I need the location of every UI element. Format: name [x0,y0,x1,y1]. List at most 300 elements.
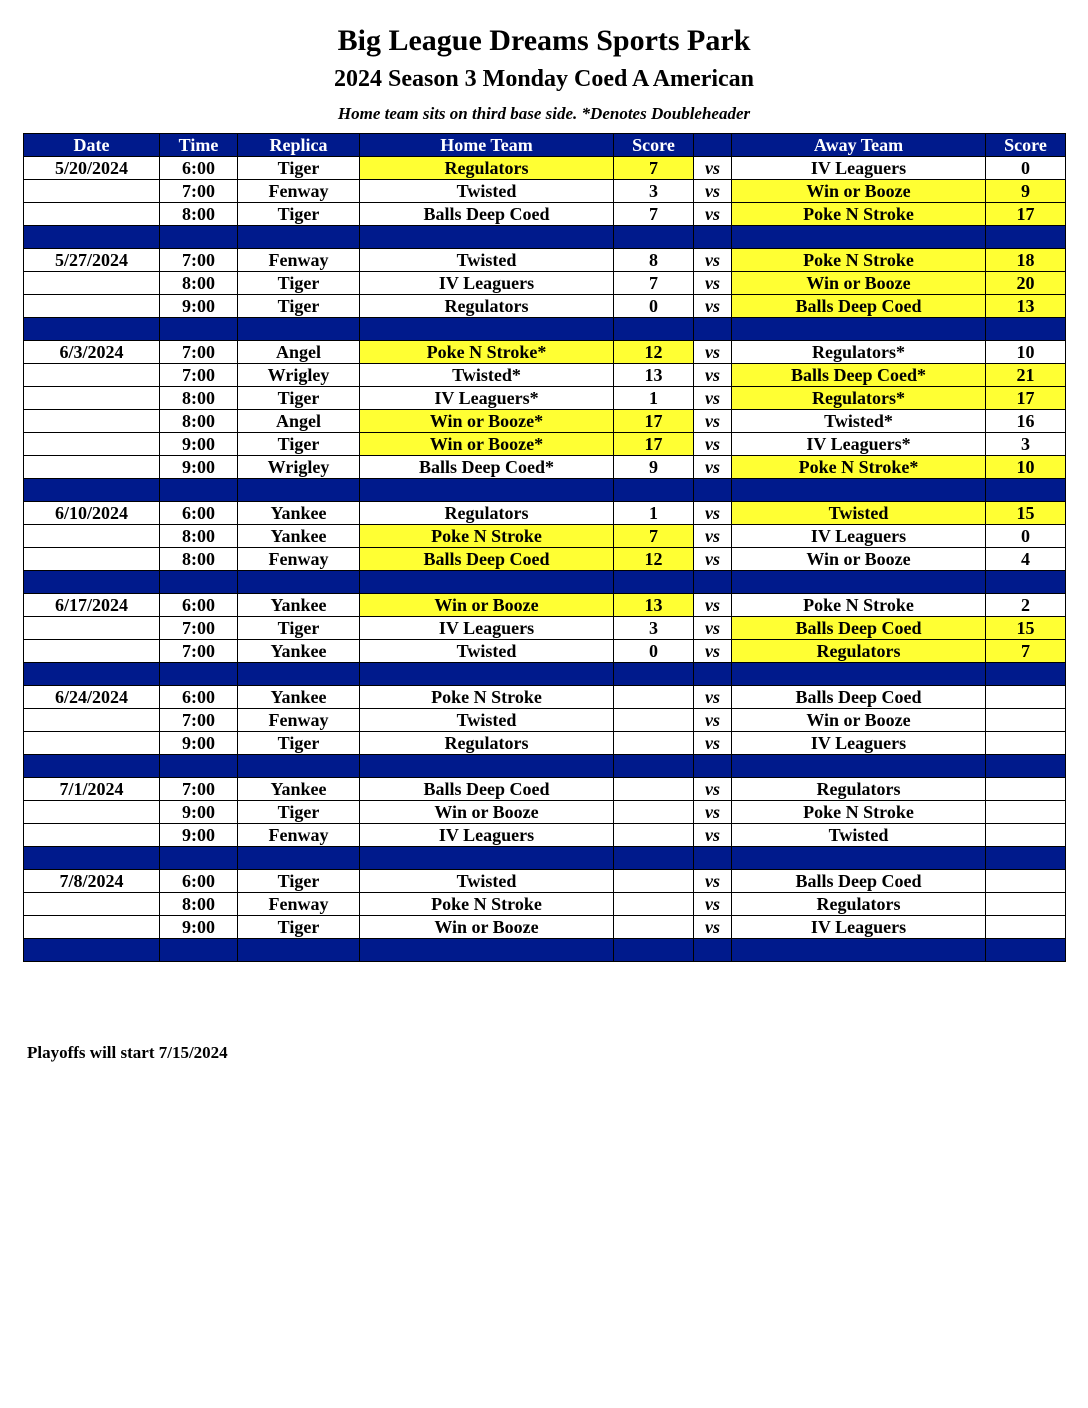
vs-cell: vs [694,732,732,755]
vs-cell: vs [694,203,732,226]
time-cell: 9:00 [160,732,238,755]
replica-cell: Fenway [238,709,360,732]
replica-cell: Yankee [238,778,360,801]
vs-cell: vs [694,249,732,272]
replica-cell: Fenway [238,548,360,571]
date-cell: 6/10/2024 [24,502,160,525]
column-header-vs [694,134,732,157]
away-team-cell: Win or Booze [732,548,986,571]
column-header-time: Time [160,134,238,157]
separator-cell [614,847,694,870]
separator-cell [732,847,986,870]
away-team-cell: Twisted* [732,410,986,433]
separator-cell [238,318,360,341]
time-cell: 7:00 [160,778,238,801]
table-row [24,640,1066,663]
separator-cell [238,571,360,594]
table-row [24,433,1066,456]
away-score-cell: 17 [986,203,1066,226]
home-team-cell: IV Leaguers [360,617,614,640]
separator-cell [614,226,694,249]
time-cell: 6:00 [160,686,238,709]
away-score-cell: 0 [986,525,1066,548]
away-team-cell: Regulators [732,893,986,916]
away-team-cell: Regulators [732,778,986,801]
vs-cell: vs [694,295,732,318]
home-score-cell: 17 [614,433,694,456]
separator-cell [694,479,732,502]
week-separator-row [24,479,1066,502]
away-score-cell: 21 [986,364,1066,387]
vs-cell: vs [694,893,732,916]
replica-cell: Yankee [238,502,360,525]
away-score-cell: 4 [986,548,1066,571]
separator-cell [986,571,1066,594]
separator-cell [986,226,1066,249]
time-cell: 9:00 [160,433,238,456]
separator-cell [360,479,614,502]
away-score-cell [986,916,1066,939]
schedule-note: Home team sits on third base side. *Denotes Doubleheader [337,104,751,123]
table-row [24,387,1066,410]
vs-cell: vs [694,548,732,571]
separator-cell [614,939,694,962]
date-cell [24,824,160,847]
table-row [24,778,1066,801]
home-team-cell: Poke N Stroke [360,893,614,916]
replica-cell: Tiger [238,295,360,318]
column-header-away-score: Score [986,134,1066,157]
home-team-cell: Win or Booze* [360,433,614,456]
vs-cell: vs [694,410,732,433]
away-team-cell: Balls Deep Coed* [732,364,986,387]
separator-cell [360,571,614,594]
column-header-replica: Replica [238,134,360,157]
separator-cell [614,755,694,778]
separator-cell [694,755,732,778]
separator-cell [986,318,1066,341]
week-separator-row [24,571,1066,594]
away-team-cell: Poke N Stroke* [732,456,986,479]
away-team-cell: IV Leaguers [732,525,986,548]
away-score-cell [986,870,1066,893]
away-team-cell: Regulators [732,640,986,663]
replica-cell: Angel [238,410,360,433]
separator-cell [986,479,1066,502]
separator-cell [360,847,614,870]
away-score-cell [986,824,1066,847]
away-team-cell: IV Leaguers [732,732,986,755]
time-cell: 6:00 [160,157,238,180]
time-cell: 7:00 [160,180,238,203]
date-cell [24,433,160,456]
time-cell: 7:00 [160,709,238,732]
column-header-home-team: Home Team [360,134,614,157]
separator-cell [160,479,238,502]
away-team-cell: IV Leaguers [732,157,986,180]
home-team-cell: Poke N Stroke [360,686,614,709]
home-score-cell [614,893,694,916]
date-cell: 5/20/2024 [24,157,160,180]
home-score-cell: 3 [614,180,694,203]
separator-cell [986,939,1066,962]
home-score-cell: 7 [614,525,694,548]
table-row [24,893,1066,916]
date-cell [24,180,160,203]
separator-cell [732,571,986,594]
time-cell: 8:00 [160,387,238,410]
table-row [24,870,1066,893]
table-header-row [24,134,1066,157]
home-score-cell: 7 [614,203,694,226]
table-row [24,249,1066,272]
date-cell [24,272,160,295]
away-score-cell: 15 [986,617,1066,640]
page-title: Big League Dreams Sports Park [337,24,751,57]
separator-cell [238,226,360,249]
separator-cell [694,226,732,249]
time-cell: 6:00 [160,870,238,893]
away-score-cell [986,778,1066,801]
home-team-cell: Twisted* [360,364,614,387]
away-team-cell: Win or Booze [732,272,986,295]
time-cell: 9:00 [160,295,238,318]
vs-cell: vs [694,502,732,525]
home-score-cell: 1 [614,502,694,525]
separator-cell [614,318,694,341]
separator-cell [24,755,160,778]
separator-cell [160,226,238,249]
playoffs-note: Playoffs will start 7/15/2024 [27,1043,228,1062]
replica-cell: Yankee [238,525,360,548]
date-cell [24,893,160,916]
away-score-cell: 10 [986,456,1066,479]
separator-cell [732,318,986,341]
home-score-cell [614,686,694,709]
away-team-cell: Poke N Stroke [732,594,986,617]
away-score-cell: 16 [986,410,1066,433]
away-score-cell: 13 [986,295,1066,318]
away-score-cell: 7 [986,640,1066,663]
table-row [24,157,1066,180]
table-row [24,548,1066,571]
home-score-cell: 9 [614,456,694,479]
home-team-cell: IV Leaguers [360,272,614,295]
separator-cell [694,318,732,341]
time-cell: 6:00 [160,594,238,617]
separator-cell [238,479,360,502]
time-cell: 8:00 [160,272,238,295]
table-row [24,686,1066,709]
separator-cell [732,226,986,249]
away-team-cell: Regulators* [732,387,986,410]
home-score-cell: 3 [614,617,694,640]
replica-cell: Tiger [238,387,360,410]
separator-cell [160,318,238,341]
replica-cell: Wrigley [238,456,360,479]
table-row [24,272,1066,295]
separator-cell [732,663,986,686]
away-team-cell: Poke N Stroke [732,249,986,272]
home-score-cell [614,709,694,732]
separator-cell [694,571,732,594]
separator-cell [986,755,1066,778]
separator-cell [360,318,614,341]
time-cell: 7:00 [160,640,238,663]
home-score-cell [614,824,694,847]
table-row [24,180,1066,203]
vs-cell: vs [694,341,732,364]
separator-cell [160,663,238,686]
separator-cell [160,847,238,870]
table-row [24,295,1066,318]
separator-cell [694,939,732,962]
week-separator-row [24,318,1066,341]
away-team-cell: Poke N Stroke [732,801,986,824]
replica-cell: Tiger [238,203,360,226]
week-separator-row [24,663,1066,686]
replica-cell: Tiger [238,617,360,640]
vs-cell: vs [694,870,732,893]
replica-cell: Fenway [238,824,360,847]
column-header-date: Date [24,134,160,157]
table-row [24,456,1066,479]
date-cell [24,203,160,226]
column-header-home-score: Score [614,134,694,157]
away-team-cell: Twisted [732,502,986,525]
date-cell [24,387,160,410]
date-cell: 5/27/2024 [24,249,160,272]
separator-cell [614,571,694,594]
replica-cell: Yankee [238,640,360,663]
separator-cell [24,847,160,870]
replica-cell: Fenway [238,180,360,203]
home-team-cell: Poke N Stroke [360,525,614,548]
date-cell [24,640,160,663]
replica-cell: Yankee [238,686,360,709]
date-cell: 6/24/2024 [24,686,160,709]
table-row [24,916,1066,939]
vs-cell: vs [694,456,732,479]
home-score-cell [614,778,694,801]
schedule-body [24,157,1066,962]
away-team-cell: IV Leaguers [732,916,986,939]
replica-cell: Tiger [238,433,360,456]
date-cell: 6/3/2024 [24,341,160,364]
vs-cell: vs [694,617,732,640]
separator-cell [238,847,360,870]
home-score-cell: 13 [614,594,694,617]
date-cell: 7/1/2024 [24,778,160,801]
table-row [24,341,1066,364]
replica-cell: Tiger [238,916,360,939]
week-separator-row [24,939,1066,962]
separator-cell [986,847,1066,870]
date-cell: 7/8/2024 [24,870,160,893]
replica-cell: Tiger [238,272,360,295]
home-team-cell: Twisted [360,249,614,272]
separator-cell [160,755,238,778]
home-team-cell: Poke N Stroke* [360,341,614,364]
table-row [24,824,1066,847]
away-score-cell: 10 [986,341,1066,364]
away-team-cell: Regulators* [732,341,986,364]
away-score-cell: 15 [986,502,1066,525]
separator-cell [694,847,732,870]
time-cell: 8:00 [160,203,238,226]
home-score-cell: 12 [614,341,694,364]
column-header-away-team: Away Team [732,134,986,157]
home-team-cell: Regulators [360,157,614,180]
away-score-cell: 20 [986,272,1066,295]
table-row [24,410,1066,433]
table-row [24,732,1066,755]
table-row [24,203,1066,226]
separator-cell [732,939,986,962]
vs-cell: vs [694,525,732,548]
home-score-cell: 7 [614,157,694,180]
replica-cell: Tiger [238,801,360,824]
away-team-cell: Balls Deep Coed [732,870,986,893]
date-cell [24,456,160,479]
home-team-cell: IV Leaguers* [360,387,614,410]
away-score-cell: 17 [986,387,1066,410]
home-team-cell: Win or Booze [360,916,614,939]
home-score-cell: 13 [614,364,694,387]
separator-cell [238,755,360,778]
away-team-cell: Win or Booze [732,180,986,203]
vs-cell: vs [694,157,732,180]
home-score-cell: 12 [614,548,694,571]
replica-cell: Fenway [238,893,360,916]
home-team-cell: Regulators [360,295,614,318]
vs-cell: vs [694,640,732,663]
separator-cell [24,479,160,502]
separator-cell [160,571,238,594]
time-cell: 9:00 [160,801,238,824]
time-cell: 8:00 [160,548,238,571]
home-team-cell: Win or Booze [360,801,614,824]
vs-cell: vs [694,824,732,847]
home-score-cell [614,870,694,893]
date-cell [24,709,160,732]
vs-cell: vs [694,433,732,456]
away-team-cell: Balls Deep Coed [732,295,986,318]
date-cell [24,364,160,387]
time-cell: 7:00 [160,249,238,272]
home-score-cell: 1 [614,387,694,410]
home-score-cell [614,732,694,755]
away-score-cell [986,801,1066,824]
separator-cell [24,663,160,686]
table-row [24,502,1066,525]
vs-cell: vs [694,709,732,732]
separator-cell [24,571,160,594]
home-score-cell: 7 [614,272,694,295]
time-cell: 8:00 [160,410,238,433]
separator-cell [986,663,1066,686]
date-cell [24,548,160,571]
away-team-cell: Balls Deep Coed [732,686,986,709]
vs-cell: vs [694,594,732,617]
home-team-cell: Twisted [360,180,614,203]
away-team-cell: Balls Deep Coed [732,617,986,640]
away-score-cell: 2 [986,594,1066,617]
separator-cell [24,226,160,249]
home-team-cell: Balls Deep Coed* [360,456,614,479]
away-team-cell: Win or Booze [732,709,986,732]
table-row [24,801,1066,824]
away-score-cell [986,893,1066,916]
page-subtitle: 2024 Season 3 Monday Coed A American [333,66,755,92]
vs-cell: vs [694,686,732,709]
separator-cell [360,755,614,778]
separator-cell [238,663,360,686]
away-score-cell: 18 [986,249,1066,272]
home-team-cell: Balls Deep Coed [360,548,614,571]
away-score-cell [986,686,1066,709]
date-cell [24,525,160,548]
separator-cell [732,755,986,778]
time-cell: 7:00 [160,617,238,640]
table-row [24,709,1066,732]
separator-cell [24,318,160,341]
separator-cell [160,939,238,962]
away-team-cell: Poke N Stroke [732,203,986,226]
replica-cell: Wrigley [238,364,360,387]
vs-cell: vs [694,778,732,801]
date-cell [24,732,160,755]
vs-cell: vs [694,272,732,295]
replica-cell: Yankee [238,594,360,617]
separator-cell [360,663,614,686]
home-team-cell: Regulators [360,732,614,755]
away-score-cell [986,732,1066,755]
home-team-cell: Win or Booze* [360,410,614,433]
home-team-cell: Win or Booze [360,594,614,617]
date-cell: 6/17/2024 [24,594,160,617]
time-cell: 9:00 [160,824,238,847]
time-cell: 7:00 [160,341,238,364]
home-team-cell: Balls Deep Coed [360,778,614,801]
away-score-cell: 0 [986,157,1066,180]
home-score-cell: 17 [614,410,694,433]
separator-cell [732,479,986,502]
separator-cell [360,226,614,249]
away-score-cell: 9 [986,180,1066,203]
time-cell: 6:00 [160,502,238,525]
replica-cell: Angel [238,341,360,364]
vs-cell: vs [694,916,732,939]
separator-cell [238,939,360,962]
vs-cell: vs [694,364,732,387]
home-score-cell [614,916,694,939]
schedule-table [23,133,1066,962]
vs-cell: vs [694,801,732,824]
time-cell: 8:00 [160,893,238,916]
home-team-cell: IV Leaguers [360,824,614,847]
date-cell [24,801,160,824]
separator-cell [360,939,614,962]
home-team-cell: Twisted [360,709,614,732]
table-row [24,594,1066,617]
time-cell: 8:00 [160,525,238,548]
date-cell [24,295,160,318]
away-team-cell: IV Leaguers* [732,433,986,456]
vs-cell: vs [694,387,732,410]
separator-cell [24,939,160,962]
week-separator-row [24,755,1066,778]
